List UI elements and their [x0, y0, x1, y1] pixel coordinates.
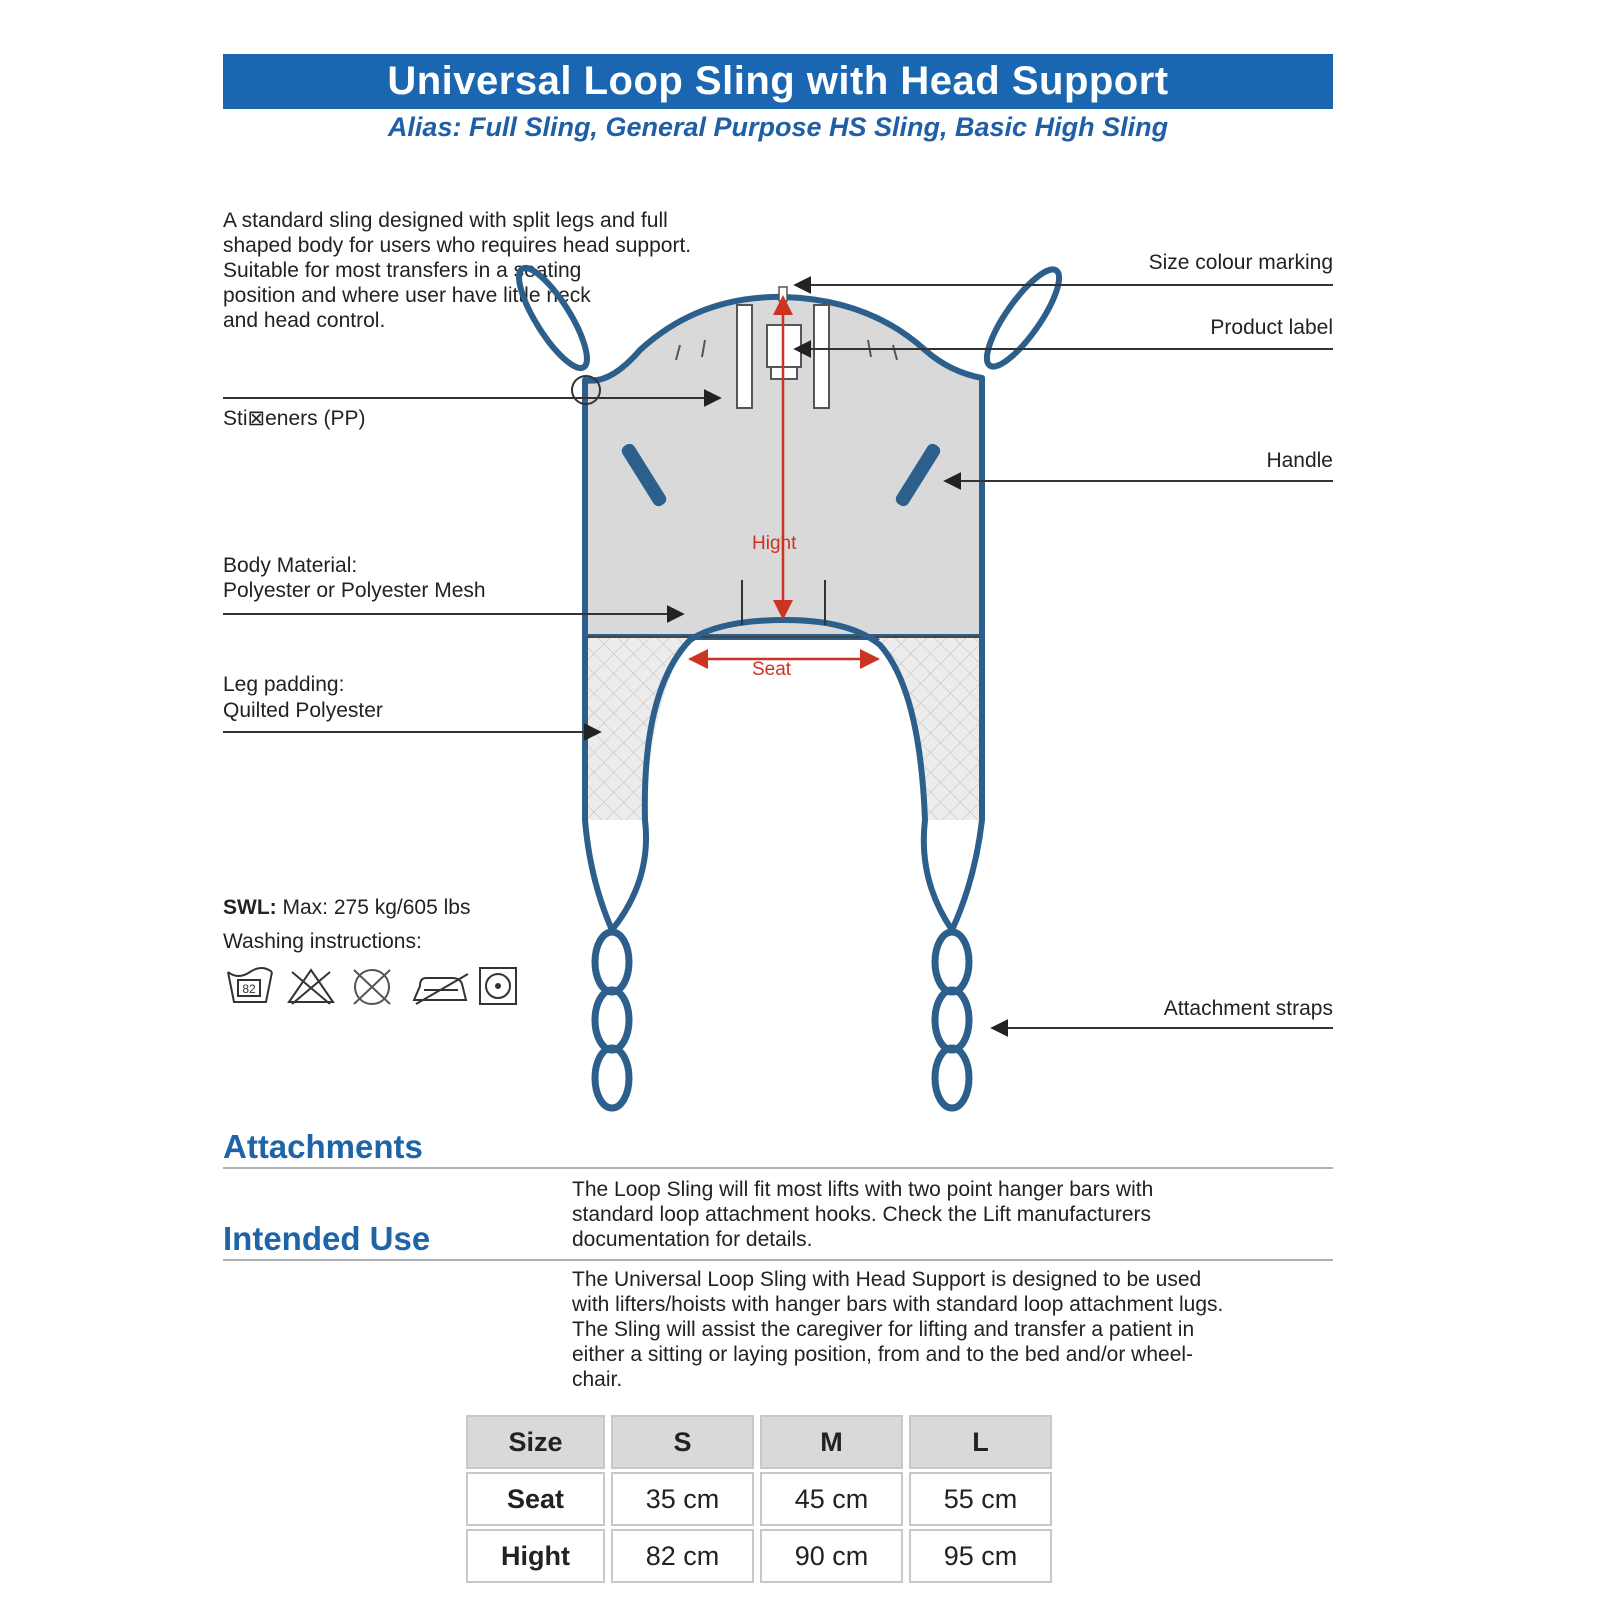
wash-temp-label: 82 [242, 982, 256, 996]
attachments-heading: Attachments [223, 1128, 423, 1165]
stiffener-right [814, 305, 829, 408]
table-row-label: Seat [466, 1472, 605, 1526]
leg-padding-value: Quilted Polyester [223, 699, 383, 722]
table-cell: 82 cm [611, 1529, 754, 1583]
stiffener-left [737, 305, 752, 408]
table-cell: 35 cm [611, 1472, 754, 1526]
head-loop-left [508, 260, 598, 376]
washing-label: Washing instructions: [223, 930, 422, 953]
table-cell: 55 cm [909, 1472, 1052, 1526]
table-header-cell: L [909, 1415, 1052, 1469]
leg-padding-callout [223, 672, 383, 724]
swl-value: Max: 275 kg/605 lbs [282, 896, 471, 919]
description-line: position and where user have little neck [223, 284, 591, 307]
body-material-title: Body Material: [223, 554, 358, 577]
body-material-value: Polyester or Polyester Mesh [223, 579, 486, 602]
intended-use-divider [223, 1259, 1333, 1261]
table-header-cell: S [611, 1415, 754, 1469]
handle-callout: Handle [1266, 449, 1333, 472]
stiffeners-callout: Sti⊠eners (PP) [223, 407, 366, 430]
hight-label: Hight [752, 533, 797, 554]
table-row-label: Hight [466, 1529, 605, 1583]
intended-use-text [572, 1267, 1342, 1392]
table-header-cell: M [760, 1415, 903, 1469]
strap-right [935, 932, 969, 1108]
wash-82-icon [228, 968, 272, 1002]
attachment-straps-callout: Attachment straps [1163, 997, 1333, 1020]
attachments-line: The Loop Sling will fit most lifts with two point hanger bars with [572, 1178, 1154, 1201]
intended-use-line: with lifters/hoists with hanger bars with standard loop attachment lugs. [572, 1293, 1224, 1316]
no-bleach-icon [289, 970, 333, 1004]
table-cell: 90 cm [760, 1529, 903, 1583]
table-header-cell: Size [466, 1415, 605, 1469]
intended-use-line: chair. [572, 1368, 623, 1391]
size-table [460, 1412, 1058, 1586]
table-cell: 95 cm [909, 1529, 1052, 1583]
swl-line [223, 896, 470, 920]
attachments-line: standard loop attachment hooks. Check the Lift manufacturers [572, 1203, 1151, 1226]
washing-icons [226, 966, 526, 1010]
table-row [466, 1529, 1052, 1583]
intended-use-heading: Intended Use [223, 1220, 431, 1257]
size-colour-callout: Size colour marking [1148, 251, 1333, 274]
description-line: and head control. [223, 309, 386, 332]
seat-label: Seat [752, 659, 792, 680]
attachments-line: documentation for details. [572, 1228, 813, 1251]
dry-clean-icon [480, 968, 516, 1004]
attachments-text [572, 1177, 1332, 1252]
alias-subtitle: Alias: Full Sling, General Purpose HS Sling, Basic High Sling [387, 112, 1169, 142]
intended-use-line: The Universal Loop Sling with Head Support is designed to be used [572, 1268, 1202, 1291]
table-row [466, 1472, 1052, 1526]
description-line: Suitable for most transfers in a seating [223, 259, 582, 282]
no-tumble-dry-icon [354, 970, 390, 1004]
intended-use-line: The Sling will assist the caregiver for lifting and transfer a patient in [572, 1318, 1195, 1341]
description-line: shaped body for users who requires head support. [223, 234, 692, 257]
table-header-row [466, 1415, 1052, 1469]
swl-label: SWL: [223, 896, 277, 919]
body-material-callout [223, 553, 486, 603]
description-line: A standard sling designed with split legs and full [223, 209, 668, 232]
table-cell: 45 cm [760, 1472, 903, 1526]
product-label-callout: Product label [1210, 316, 1333, 339]
leg-padding-title: Leg padding: [223, 673, 345, 696]
page-title: Universal Loop Sling with Head Support [223, 54, 1333, 109]
intended-use-line: either a sitting or laying position, from and to the bed and/or wheel- [572, 1343, 1194, 1366]
attachments-divider [223, 1167, 1333, 1169]
iron-icon [414, 974, 468, 1004]
strap-left [595, 932, 629, 1108]
